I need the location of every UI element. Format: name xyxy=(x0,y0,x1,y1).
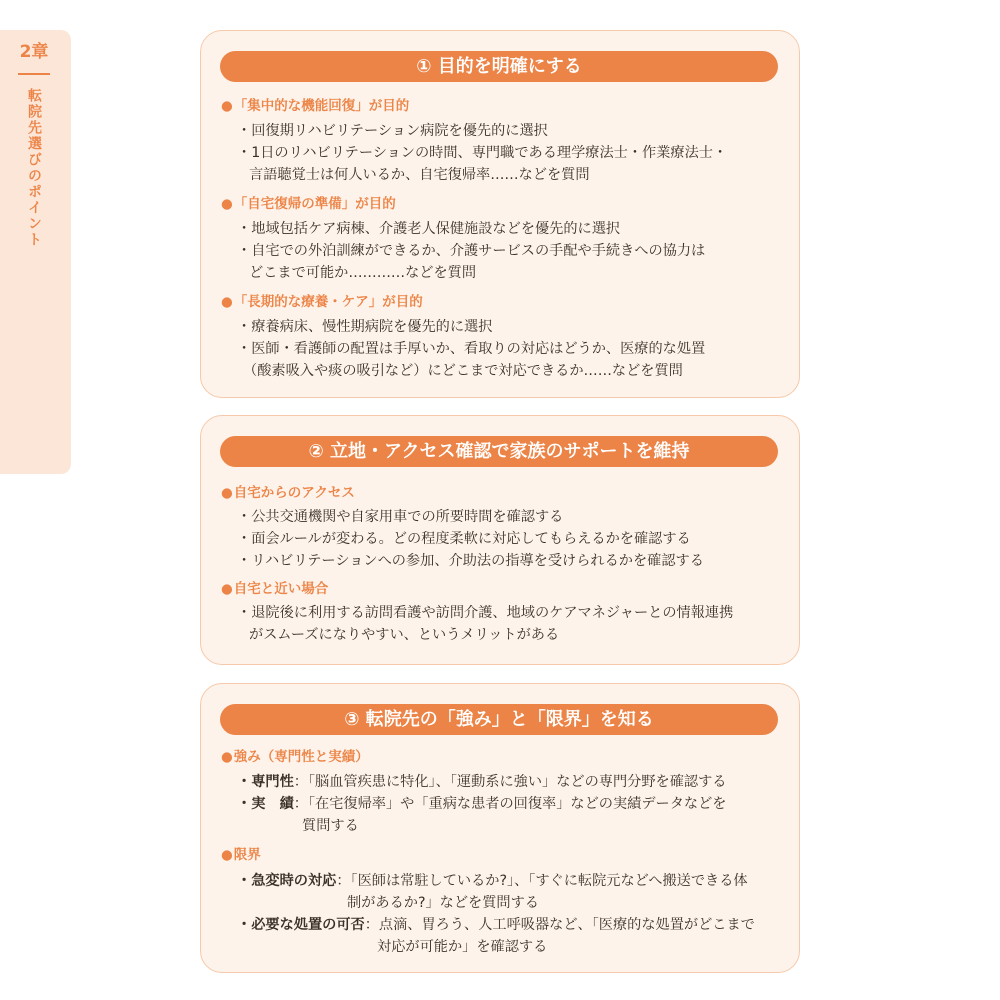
section-heading: ●「集中的な機能回復」が目的 xyxy=(221,98,410,114)
bullet-dot-icon: ● xyxy=(221,98,233,114)
section-heading: ●強み（専門性と実績） xyxy=(221,749,369,765)
bullet-line xyxy=(237,772,726,792)
bullet-dot-icon: ● xyxy=(221,485,233,501)
item-text: ：「脳血管疾患に特化」、「運動系に強い」などの専門分野を確認する xyxy=(293,774,727,790)
chapter-title: 転院先選びのポイント xyxy=(26,88,42,248)
card-access xyxy=(200,415,800,665)
bullet-line: どこまで可能か…………などを質問 xyxy=(249,265,477,281)
bullet-line: （酸素吸入や痰の吸引など）にどこまで対応できるか……などを質問 xyxy=(243,363,683,379)
bullet-line: ・1日のリハビリテーションの時間、専門職である理学療法士・作業療法士・ xyxy=(237,145,728,161)
bullet-line: がスムーズになりやすい、というメリットがある xyxy=(249,627,560,643)
bullet-line: ・地域包括ケア病棟、介護老人保健施設などを優先的に選択 xyxy=(237,221,621,237)
bullet-line xyxy=(237,794,726,814)
bullet-line: ・リハビリテーションへの参加、介助法の指導を受けられるかを確認する xyxy=(237,553,704,569)
bullet-line-cont: 質問する xyxy=(302,818,359,834)
section-heading: ●「長期的な療養・ケア」が目的 xyxy=(221,294,423,310)
card-title: ② 立地・アクセス確認で家族のサポートを維持 xyxy=(220,436,778,467)
bullet-line-cont: 対応が可能か」を確認する xyxy=(377,939,548,955)
item-text: ：「在宅復帰率」や「重病な患者の回復率」などの実績データなどを xyxy=(293,796,727,812)
bullet-line: ・療養病床、慢性期病院を優先的に選択 xyxy=(237,319,493,335)
item-text: ：点滴、胃ろう、人工呼吸器など、「医療的な処置がどこまで xyxy=(364,917,755,933)
section-heading: ●自宅からのアクセス xyxy=(221,485,355,501)
bullet-dot-icon: ● xyxy=(221,749,233,765)
bullet-line: ・公共交通機関や自家用車での所要時間を確認する xyxy=(237,509,564,525)
bullet-dot-icon: ● xyxy=(221,847,233,863)
item-term: ・必要な処置の可否 xyxy=(237,917,365,933)
bullet-line: ・面会ルールが変わる。どの程度柔軟に対応してもらえるかを確認する xyxy=(237,531,691,547)
section-heading: ●限界 xyxy=(221,847,261,863)
bullet-line: ・医師・看護師の配置は手厚いか、看取りの対応はどうか、医療的な処置 xyxy=(237,341,706,357)
card-title: ③ 転院先の「強み」と「限界」を知る xyxy=(220,704,778,735)
bullet-line-cont: 制があるか?」などを質問する xyxy=(347,895,539,911)
bullet-line: 言語聴覚士は何人いるか、自宅復帰率……などを質問 xyxy=(249,167,590,183)
chapter-label: 2章 xyxy=(19,42,49,62)
bullet-dot-icon: ● xyxy=(221,581,233,597)
section-heading: ●「自宅復帰の準備」が目的 xyxy=(221,196,396,212)
item-term: ・実 績 xyxy=(237,796,294,812)
card-purpose xyxy=(200,30,800,398)
bullet-line: ・回復期リハビリテーション病院を優先的に選択 xyxy=(237,123,548,139)
item-term: ・急変時の対応 xyxy=(237,873,337,889)
item-text: ：「医師は常駐しているか?」、「すぐに転院元などへ搬送できる体 xyxy=(336,873,748,889)
item-term: ・専門性 xyxy=(237,774,294,790)
section-heading: ●自宅と近い場合 xyxy=(221,581,329,597)
chapter-divider xyxy=(18,73,50,75)
bullet-line xyxy=(237,915,755,935)
bullet-line: ・退院後に利用する訪問看護や訪問介護、地域のケアマネジャーとの情報連携 xyxy=(237,605,734,621)
card-strengths-limits xyxy=(200,683,800,973)
bullet-line: ・自宅での外泊訓練ができるか、介護サービスの手配や手続きへの協力は xyxy=(237,243,706,259)
bullet-dot-icon: ● xyxy=(221,294,233,310)
card-title: ① 目的を明確にする xyxy=(220,51,778,82)
bullet-dot-icon: ● xyxy=(221,196,233,212)
bullet-line xyxy=(237,871,748,891)
